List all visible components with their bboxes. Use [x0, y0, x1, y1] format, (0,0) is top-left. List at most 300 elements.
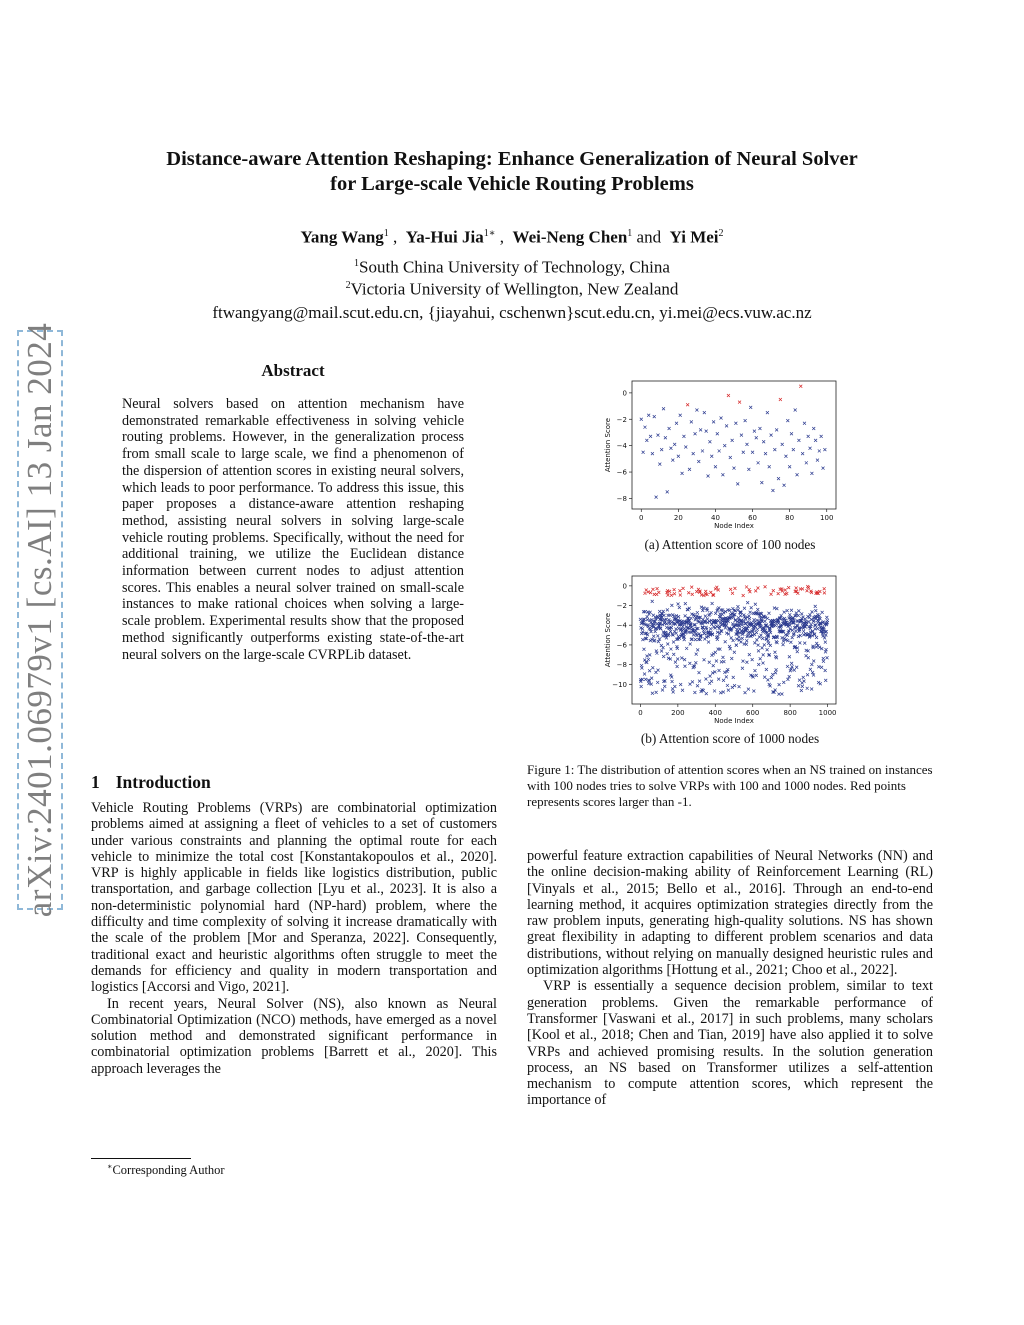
data-point	[681, 472, 684, 475]
data-point	[776, 641, 779, 644]
data-point	[662, 655, 665, 658]
data-point	[783, 484, 786, 487]
data-point	[733, 684, 736, 687]
data-point	[801, 452, 804, 455]
data-point	[770, 434, 773, 437]
data-point	[675, 632, 678, 635]
data-point	[717, 678, 720, 681]
data-point	[781, 443, 784, 446]
author-name: Wei-Neng Chen	[512, 227, 628, 247]
data-point	[674, 628, 677, 631]
data-point	[705, 692, 708, 695]
data-point	[679, 683, 682, 686]
data-point	[800, 612, 803, 615]
title-line-2: for Large-scale Vehicle Routing Problems	[330, 173, 694, 195]
data-point	[806, 673, 809, 676]
data-point	[767, 639, 770, 642]
data-point	[647, 590, 650, 593]
data-point	[807, 656, 810, 659]
data-point	[718, 669, 721, 672]
data-point	[773, 606, 776, 609]
title-line-1: Distance-aware Attention Reshaping: Enhance Generalization of Neural Solver	[166, 148, 858, 170]
data-point	[677, 455, 680, 458]
data-point	[745, 643, 748, 646]
data-point	[727, 689, 730, 692]
data-point	[673, 685, 676, 688]
data-point	[762, 440, 765, 443]
data-point	[651, 692, 654, 695]
data-point	[731, 686, 734, 689]
data-point	[718, 449, 721, 452]
data-point	[823, 587, 826, 590]
data-point	[677, 603, 680, 606]
arxiv-stamp[interactable]	[17, 322, 63, 918]
data-point	[786, 419, 789, 422]
author-emails: ftwangyang@mail.scut.edu.cn, {jiayahui, cschenwn}scut.edu.cn, yi.mei@ecs.vuw.ac.nz	[212, 303, 812, 322]
x-axis-label: Node Index	[714, 717, 754, 725]
data-point	[763, 676, 766, 679]
data-point	[757, 663, 760, 666]
data-point	[771, 673, 774, 676]
data-point	[790, 662, 793, 665]
data-point	[755, 631, 758, 634]
data-point	[712, 420, 715, 423]
data-point	[647, 414, 650, 417]
paragraph: Vehicle Routing Problems (VRPs) are combinatorial optimization problems aimed at assigning a fleet of vehicles to a set of customers under various constraints and planning the optimal route for each vehicle to minimize the total cost [Konstantakopoulos et al., 2020]. VRP is highly applicable in fields like logistics distribution, public transportation, and garbage collection [Lyu et al., 2023]. It is also a non-deterministic polynomial hard (NP-hard) problem, where the difficulty and time complexity of solving it increase dramatically with the scale of the problem [Mor and Speranza, 2022]. Consequently, traditional exact and heuristic algorithms often struggle to meet the demands for efficiency and quality in modern transportation and logistics [Accorsi and Vigo, 2021].	[91, 800, 497, 996]
arxiv-id[interactable]: arXiv:2401.06979v1 [cs.AI] 13 Jan 2024	[20, 322, 59, 918]
data-point	[747, 688, 750, 691]
data-point	[649, 591, 652, 594]
paragraph: VRP is essentially a sequence decision problem, similar to text generation problems. Given the remarkable performance of Transformer [Vaswani et al., 2017] in such problems, many scholars [Kool et al., 2018; Chen and Tian, 2019] have also applied it to solve VRPs and achieved promising results. In the solution generation process, an NS based on Transformer utilizes a self-attention mechanism to compute attention scores, which represent the importance of	[527, 978, 933, 1109]
data-point	[750, 606, 753, 609]
data-point	[722, 660, 725, 663]
data-point	[744, 419, 747, 422]
data-point	[655, 650, 658, 653]
data-point	[790, 432, 793, 435]
data-point	[810, 472, 813, 475]
affiliation-2: $^2$Victoria University of Wellington, New Zealand	[345, 279, 679, 299]
data-point	[702, 629, 705, 632]
data-point	[721, 656, 724, 659]
author-name: Yang Wang	[300, 227, 384, 247]
data-point	[745, 639, 748, 642]
y-tick-label: −2	[616, 602, 627, 611]
data-point	[707, 475, 710, 478]
data-point	[751, 658, 754, 661]
data-point	[788, 465, 791, 468]
data-point	[666, 490, 669, 493]
data-point	[753, 430, 756, 433]
data-point	[807, 586, 810, 589]
data-point	[668, 427, 671, 430]
data-point	[721, 473, 724, 476]
data-point	[822, 467, 825, 470]
data-point	[691, 680, 694, 683]
data-point	[786, 665, 789, 668]
y-tick-label: 0	[622, 582, 627, 591]
data-point	[775, 607, 778, 610]
paper-title	[60, 147, 964, 197]
data-point	[816, 627, 819, 630]
data-point	[733, 587, 736, 590]
data-point	[790, 609, 793, 612]
x-tick-label: 800	[783, 709, 797, 717]
data-point	[821, 611, 824, 614]
data-point	[815, 645, 818, 648]
data-point	[666, 642, 669, 645]
data-point	[698, 680, 701, 683]
data-point	[661, 689, 664, 692]
data-point	[787, 586, 790, 589]
data-point	[807, 435, 810, 438]
data-point	[798, 679, 801, 682]
data-point	[810, 687, 813, 690]
data-point	[816, 459, 819, 462]
author-name: Ya-Hui Jia	[405, 227, 484, 247]
data-point	[794, 409, 797, 412]
data-point	[650, 677, 653, 680]
data-point	[709, 591, 712, 594]
data-point	[762, 653, 765, 656]
data-point	[741, 637, 744, 640]
data-point	[753, 669, 756, 672]
data-point	[805, 461, 808, 464]
data-point	[815, 636, 818, 639]
data-point	[742, 594, 745, 597]
author-name: Yi Mei	[669, 227, 719, 247]
data-point	[647, 658, 650, 661]
data-point	[735, 644, 738, 647]
data-point	[777, 477, 780, 480]
author-list: Yang Wang$^1$ , Ya-Hui Jia$^{1∗}$ , Wei-Neng Chen$^1$ and Yi Mei$^2$	[300, 227, 724, 247]
data-point	[649, 435, 652, 438]
data-point	[738, 401, 741, 404]
data-point	[822, 660, 825, 663]
data-point	[759, 634, 762, 637]
data-point	[701, 609, 704, 612]
data-point	[752, 689, 755, 692]
data-point	[678, 589, 681, 592]
data-point	[768, 465, 771, 468]
data-point	[797, 614, 800, 617]
data-point	[695, 409, 698, 412]
data-point	[704, 615, 707, 618]
data-point	[671, 680, 674, 683]
data-point	[780, 693, 783, 696]
data-point	[678, 606, 681, 609]
x-tick-label: 80	[785, 514, 795, 522]
data-point	[820, 666, 823, 669]
section-title: Introduction	[115, 772, 211, 792]
data-point	[754, 603, 757, 606]
y-tick-label: −6	[616, 468, 627, 477]
data-point	[772, 589, 775, 592]
data-point	[730, 636, 733, 639]
data-point	[794, 630, 797, 633]
data-point	[757, 644, 760, 647]
data-point	[741, 667, 744, 670]
section-number: 1	[91, 772, 100, 792]
data-point	[695, 653, 698, 656]
data-point	[643, 426, 646, 429]
x-tick-label: 40	[710, 514, 720, 522]
data-point	[806, 687, 809, 690]
data-point	[668, 614, 671, 617]
data-point	[726, 684, 729, 687]
data-point	[783, 611, 786, 614]
data-point	[802, 676, 805, 679]
data-point	[653, 415, 656, 418]
data-point	[784, 455, 787, 458]
data-point	[740, 434, 743, 437]
data-point	[764, 585, 767, 588]
data-point	[651, 588, 654, 591]
data-point	[820, 435, 823, 438]
data-point	[761, 637, 764, 640]
data-point	[709, 627, 712, 630]
data-point	[751, 451, 754, 454]
y-tick-label: 0	[622, 389, 627, 398]
data-point	[716, 432, 719, 435]
data-point	[690, 586, 693, 589]
data-point	[826, 619, 829, 622]
data-point	[671, 459, 674, 462]
data-point	[657, 591, 660, 594]
data-point	[725, 675, 728, 678]
data-point	[745, 661, 748, 664]
data-point	[760, 481, 763, 484]
data-point	[769, 644, 772, 647]
right-column-body	[527, 848, 933, 1109]
data-point	[646, 615, 649, 618]
data-point	[755, 436, 758, 439]
data-point	[687, 591, 690, 594]
data-point	[736, 605, 739, 608]
data-point	[653, 639, 656, 642]
figure-caption: Figure 1: The distribution of attention scores when an NS trained on instances with 100 nodes tries to solve VRPs with 100 and 1000 nodes. Red points represents scores larger than -1.	[527, 762, 933, 809]
data-point	[770, 593, 773, 596]
data-point	[663, 679, 666, 682]
data-point	[758, 427, 761, 430]
data-point	[734, 422, 737, 425]
data-point	[826, 656, 829, 659]
data-point	[802, 680, 805, 683]
data-point	[746, 601, 749, 604]
data-point	[812, 427, 815, 430]
data-point	[788, 613, 791, 616]
data-point	[663, 685, 666, 688]
data-point	[812, 659, 815, 662]
data-point	[797, 609, 800, 612]
x-tick-label: 400	[708, 709, 722, 717]
data-point	[640, 685, 643, 688]
paragraph: In recent years, Neural Solver (NS), also known as Neural Combinatorial Optimization (NCO) methods, have emerged as a novel solution method and demonstrated significant performance in combinatorial optimization problems [Barrett et al., 2020]. This approach leverages the	[91, 995, 497, 1077]
data-point	[757, 461, 760, 464]
y-tick-label: −4	[616, 621, 627, 630]
data-point	[795, 666, 798, 669]
data-point	[723, 444, 726, 447]
data-point	[824, 633, 827, 636]
data-point	[729, 588, 732, 591]
data-point	[670, 604, 673, 607]
data-point	[823, 636, 826, 639]
data-point	[793, 669, 796, 672]
data-point	[809, 668, 812, 671]
data-point	[796, 650, 799, 653]
data-point	[824, 641, 827, 644]
x-tick-label: 1000	[818, 709, 837, 717]
data-point	[645, 439, 648, 442]
data-point	[694, 638, 697, 641]
data-point	[748, 653, 751, 656]
data-point	[773, 448, 776, 451]
data-point	[766, 648, 769, 651]
data-point	[662, 407, 665, 410]
data-point	[669, 630, 672, 633]
paragraph: powerful feature extraction capabilities of Neural Networks (NN) and the online decision-making ability of Reinforcement Learning (RL) [Vinyals et al., 2015; Bello et al., 2016]. Through an end-to-end learning method, it acquires optimization strategies directly from the raw problem inputs, generating high-quality solutions. NS has shown great flexibility in adapting to different problem scenarios and data distributions, without relying on manually designed heuristic rules and optimization algorithms [Hottung et al., 2021; Choo et al., 2022].	[527, 848, 933, 979]
data-point	[662, 610, 665, 613]
data-point	[796, 473, 799, 476]
data-point	[657, 669, 660, 672]
data-point	[742, 451, 745, 454]
data-point	[676, 657, 679, 660]
data-point	[717, 588, 720, 591]
data-point	[710, 611, 713, 614]
data-point	[698, 671, 701, 674]
data-point	[646, 618, 649, 621]
data-point	[754, 589, 757, 592]
data-point	[727, 394, 730, 397]
data-point	[645, 655, 648, 658]
y-tick-label: −10	[612, 680, 627, 689]
data-point	[643, 592, 646, 595]
data-point	[747, 468, 750, 471]
data-point	[777, 693, 780, 696]
data-point	[818, 590, 821, 593]
data-point	[703, 658, 706, 661]
data-point	[801, 685, 804, 688]
data-point	[738, 627, 741, 630]
data-point	[814, 605, 817, 608]
data-point	[690, 420, 693, 423]
data-point	[714, 651, 717, 654]
data-point	[812, 674, 815, 677]
x-tick-label: 60	[748, 514, 758, 522]
data-point	[666, 594, 669, 597]
data-point	[683, 638, 686, 641]
data-point	[656, 587, 659, 590]
data-point	[655, 652, 658, 655]
data-point	[672, 640, 675, 643]
data-point	[670, 594, 673, 597]
data-point	[798, 641, 801, 644]
data-point	[704, 590, 707, 593]
data-point	[795, 587, 798, 590]
data-point	[651, 600, 654, 603]
data-point	[681, 689, 684, 692]
data-point	[825, 648, 828, 651]
x-tick-label: 0	[639, 514, 644, 522]
data-point	[656, 634, 659, 637]
abstract-body: Neural solvers based on attention mechanism have demonstrated remarkable effectiveness in solving vehicle routing problems. However, in the generalization process from small scale to large scale, we find a phenomenon of the dispersion of attention scores in existing neural solvers, which leads to poor performance. To address this issue, this paper proposes a distance-aware attention reshaping method, assisting neural solvers in solving large-scale vehicle routing problems. Specifically, without the need for additional training, we utilize the Euclidean distance information between current nodes to adjust attention scores. This enables a neural solver trained on small-scale instances to make rational choices when solving a large-scale problem. Experimental results show that the proposed method significantly outperforms existing state-of-the-art neural solvers on the large-scale CVRPLib dataset.	[122, 396, 464, 663]
data-point	[817, 665, 820, 668]
data-point	[651, 452, 654, 455]
data-point	[680, 656, 683, 659]
data-point	[694, 661, 697, 664]
data-point	[640, 418, 643, 421]
data-point	[693, 691, 696, 694]
data-point	[759, 657, 762, 660]
data-point	[699, 428, 702, 431]
data-point	[684, 602, 687, 605]
data-point	[782, 681, 785, 684]
footnote: ∗Corresponding Author	[107, 1162, 225, 1178]
data-point	[711, 602, 714, 605]
data-point	[770, 676, 773, 679]
section-heading-introduction	[91, 772, 227, 793]
data-point	[810, 623, 813, 626]
data-point	[774, 671, 777, 674]
data-point	[819, 617, 822, 620]
data-point	[655, 691, 658, 694]
data-point	[744, 691, 747, 694]
y-axis-label: Attention Score	[604, 417, 612, 473]
x-tick-label: 0	[638, 709, 643, 717]
data-point	[738, 685, 741, 688]
data-point	[671, 634, 674, 637]
data-point	[775, 428, 778, 431]
y-tick-label: −6	[616, 641, 627, 650]
data-point	[673, 592, 676, 595]
data-point	[732, 639, 735, 642]
scatter-chart-1000-nodes	[598, 570, 850, 725]
data-point	[809, 447, 812, 450]
data-point	[642, 648, 645, 651]
data-point	[722, 679, 725, 682]
data-point	[763, 643, 766, 646]
data-point	[642, 451, 645, 454]
data-point	[800, 689, 803, 692]
data-point	[692, 452, 695, 455]
data-point	[718, 648, 721, 651]
data-point	[810, 663, 813, 666]
data-point	[819, 682, 822, 685]
data-point	[771, 489, 774, 492]
data-point	[777, 592, 780, 595]
data-point	[756, 586, 759, 589]
data-point	[673, 443, 676, 446]
data-point	[713, 689, 716, 692]
data-point	[688, 468, 691, 471]
data-point	[647, 682, 650, 685]
data-point	[710, 680, 713, 683]
data-point	[703, 411, 706, 414]
data-point	[712, 664, 715, 667]
data-point	[732, 676, 735, 679]
data-point	[703, 632, 706, 635]
data-point	[791, 636, 794, 639]
data-point	[708, 440, 711, 443]
data-point	[737, 636, 740, 639]
data-point	[761, 646, 764, 649]
data-point	[773, 651, 776, 654]
y-axis-label: Attention Score	[604, 612, 612, 668]
data-point	[743, 607, 746, 610]
data-point	[673, 588, 676, 591]
data-point	[694, 432, 697, 435]
data-point	[797, 439, 800, 442]
data-point	[656, 434, 659, 437]
